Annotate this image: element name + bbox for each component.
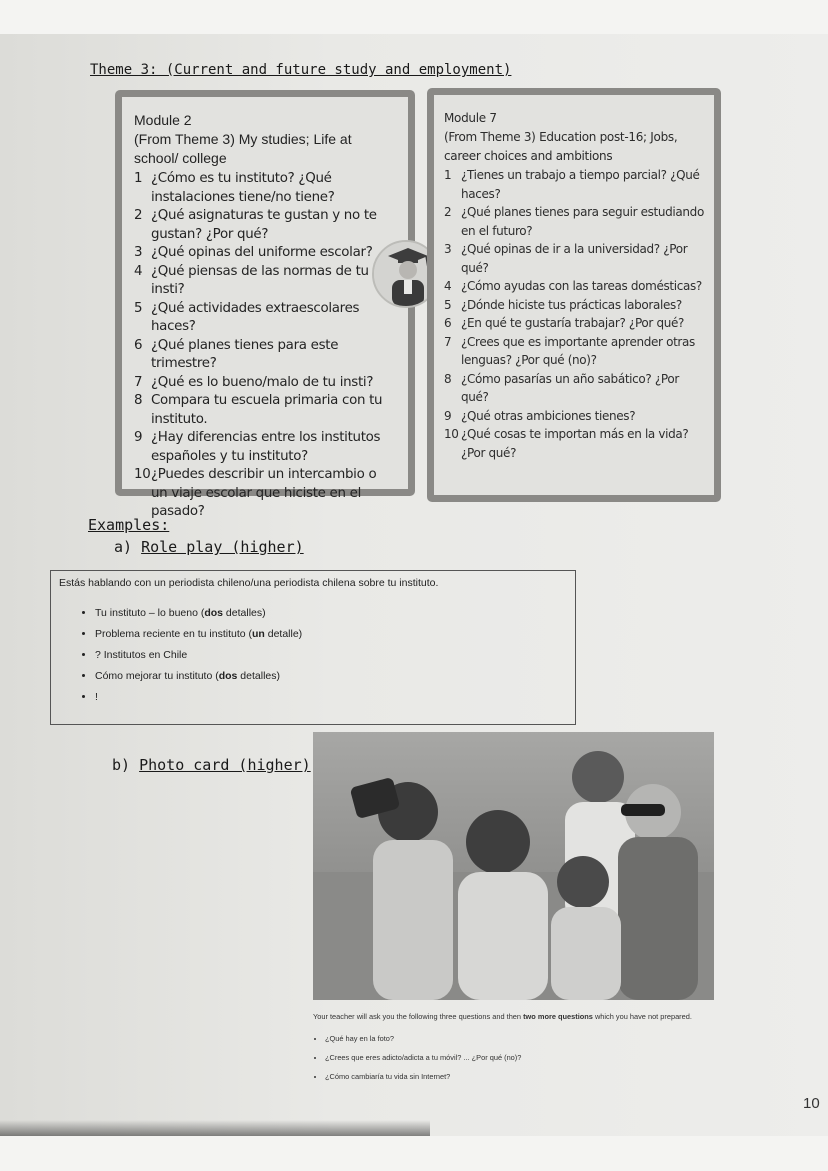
role-play-bullets — [59, 603, 567, 708]
question-number: 4 — [134, 263, 143, 279]
module-7-question-list — [444, 166, 704, 462]
photo-card-image — [313, 732, 714, 1000]
question-item — [134, 466, 396, 522]
question-text: ¿Hay diferencias entre los institutos españoles y tu instituto? — [151, 430, 381, 464]
question-text: ¿Qué cosas te importan más en la vida? ¿Por qué? — [461, 427, 689, 460]
question-number: 10 — [134, 467, 151, 482]
question-number: 4 — [444, 279, 452, 293]
question-item — [134, 374, 396, 393]
question-text: ¿Qué es lo bueno/malo de tu insti? — [151, 374, 374, 390]
question-text: ¿Qué asignaturas te gustan y no te gustan? ¿Por qué? — [151, 208, 377, 242]
question-number: 1 — [444, 168, 452, 182]
question-item — [134, 337, 396, 374]
role-play-intro: Estás hablando con un periodista chileno/una periodista chilena sobre tu instituto. — [59, 577, 439, 589]
module-2-question-list — [134, 170, 396, 522]
role-play-prefix: a) — [114, 538, 142, 556]
photo-question: • ¿Cómo cambiaría tu vida sin Internet? — [325, 1067, 713, 1086]
instruction-bold: two more questions — [523, 1012, 593, 1021]
question-number: 3 — [134, 245, 143, 260]
photo-card-instruction — [313, 1012, 713, 1021]
role-play-label — [114, 538, 304, 556]
question-text: ¿Cómo pasarías un año sabático? ¿Por qué? — [461, 371, 679, 404]
question-number: 10 — [444, 427, 459, 441]
question-item — [444, 425, 704, 462]
question-text: ¿Dónde hiciste tus prácticas laborales? — [461, 297, 682, 312]
role-play-bullet — [95, 645, 567, 666]
photo-card-prefix: b) — [112, 756, 140, 774]
role-play-title: Role play (higher) — [141, 538, 304, 556]
bullet-after: detalles) — [223, 607, 266, 619]
question-item — [444, 407, 704, 426]
question-number: 6 — [444, 316, 452, 330]
photo-question: • ¿Crees que eres adicto/adicta a tu móvil? ... ¿Por qué (no)? — [325, 1048, 713, 1067]
question-number: 9 — [444, 408, 452, 423]
scan-margin-bottom — [0, 1136, 828, 1171]
question-text: ¿Qué opinas de ir a la universidad? ¿Por qué? — [461, 242, 688, 275]
bullet-bold: dos — [218, 670, 238, 682]
question-text: ¿Qué actividades extraescolares haces? — [151, 300, 360, 334]
question-number: 1 — [134, 171, 143, 186]
question-number: 2 — [134, 208, 143, 223]
bullet-after: detalles) — [237, 670, 280, 682]
question-text: ¿Qué opinas del uniforme escolar? — [151, 245, 373, 260]
question-item — [444, 333, 704, 370]
instruction-start: Your teacher will ask you the following three questions and then — [313, 1012, 524, 1021]
question-text: ¿Qué planes tienes para seguir estudiando en el futuro? — [461, 205, 704, 238]
bullet-bold: un — [252, 628, 265, 640]
question-number: 8 — [444, 371, 452, 386]
bullet-bold: dos — [204, 607, 224, 619]
question-number: 7 — [444, 334, 452, 349]
role-play-bullet — [95, 603, 567, 624]
bullet-after: detalle) — [264, 628, 303, 640]
role-play-box — [50, 570, 576, 725]
question-text: ¿Cómo ayudas con las tareas domésticas? — [461, 279, 702, 293]
page-number: 10 — [803, 1095, 820, 1112]
question-item — [444, 203, 704, 240]
question-text: ¿Tienes un trabajo a tiempo parcial? ¿Qué haces? — [461, 168, 700, 201]
question-text: ¿En qué te gustaría trabajar? ¿Por qué? — [461, 316, 685, 330]
question-text: ¿Puedes describir un intercambio o un viaje escolar que hiciste en el pasado? — [151, 467, 377, 519]
page-shadow — [0, 1120, 430, 1136]
module-2-subheading: (From Theme 3) My studies; Life at school/ college — [134, 131, 352, 166]
photo-card-title: Photo card (higher) — [139, 756, 311, 774]
question-item — [134, 263, 396, 300]
question-text: ¿Crees que es importante aprender otras lenguas? ¿Por qué (no)? — [461, 334, 695, 367]
question-item — [444, 277, 704, 296]
bullet-text: Tu instituto – lo bueno ( — [95, 607, 205, 619]
question-item — [134, 207, 396, 244]
question-item — [444, 166, 704, 203]
question-number: 8 — [134, 393, 143, 408]
module-7-subheading: (From Theme 3) Education post-16; Jobs, career choices and ambitions — [444, 130, 678, 163]
photo-card-questions — [313, 1029, 713, 1086]
bullet-text: Cómo mejorar tu instituto ( — [95, 670, 219, 682]
role-play-bullet — [95, 687, 567, 708]
question-item — [444, 370, 704, 407]
question-item — [444, 296, 704, 315]
bullet-text: ! — [95, 691, 98, 703]
question-item — [134, 170, 396, 207]
module-2-box — [115, 90, 415, 519]
question-item — [134, 300, 396, 337]
photo-card-text — [313, 1012, 713, 1086]
question-number: 5 — [444, 297, 452, 312]
question-number: 9 — [134, 430, 143, 445]
module-2-heading: Module 2 — [134, 112, 192, 128]
photo-question: • ¿Qué hay en la foto? — [325, 1029, 713, 1048]
question-text: ¿Cómo es tu instituto? ¿Qué instalaciones tiene/no tiene? — [151, 171, 335, 205]
theme-title: Theme 3: (Current and future study and employment) — [90, 62, 512, 78]
examples-label: Examples: — [88, 516, 170, 534]
question-number: 2 — [444, 205, 452, 219]
question-number: 5 — [134, 300, 143, 316]
photo-card-label — [112, 756, 311, 774]
instruction-end: which you have not prepared. — [592, 1012, 692, 1021]
question-item — [444, 314, 704, 333]
question-text: ¿Qué piensas de las normas de tu insti? — [151, 263, 369, 297]
question-number: 7 — [134, 374, 143, 390]
question-item — [134, 244, 396, 263]
module-7-box — [427, 88, 721, 502]
bullet-text: ? Institutos en Chile — [95, 649, 188, 661]
question-number: 6 — [134, 337, 143, 353]
role-play-bullet — [95, 624, 567, 645]
question-text: Compara tu escuela primaria con tu instituto. — [151, 393, 383, 427]
question-item — [444, 240, 704, 277]
question-item — [134, 429, 396, 466]
question-item — [134, 392, 396, 429]
module-7-heading: Module 7 — [444, 111, 497, 125]
bullet-text: Problema reciente en tu instituto ( — [95, 628, 252, 640]
question-number: 3 — [444, 242, 452, 256]
question-text: ¿Qué otras ambiciones tienes? — [461, 408, 636, 423]
scan-margin-top — [0, 0, 828, 34]
role-play-bullet — [95, 666, 567, 687]
question-text: ¿Qué planes tienes para este trimestre? — [151, 337, 339, 371]
